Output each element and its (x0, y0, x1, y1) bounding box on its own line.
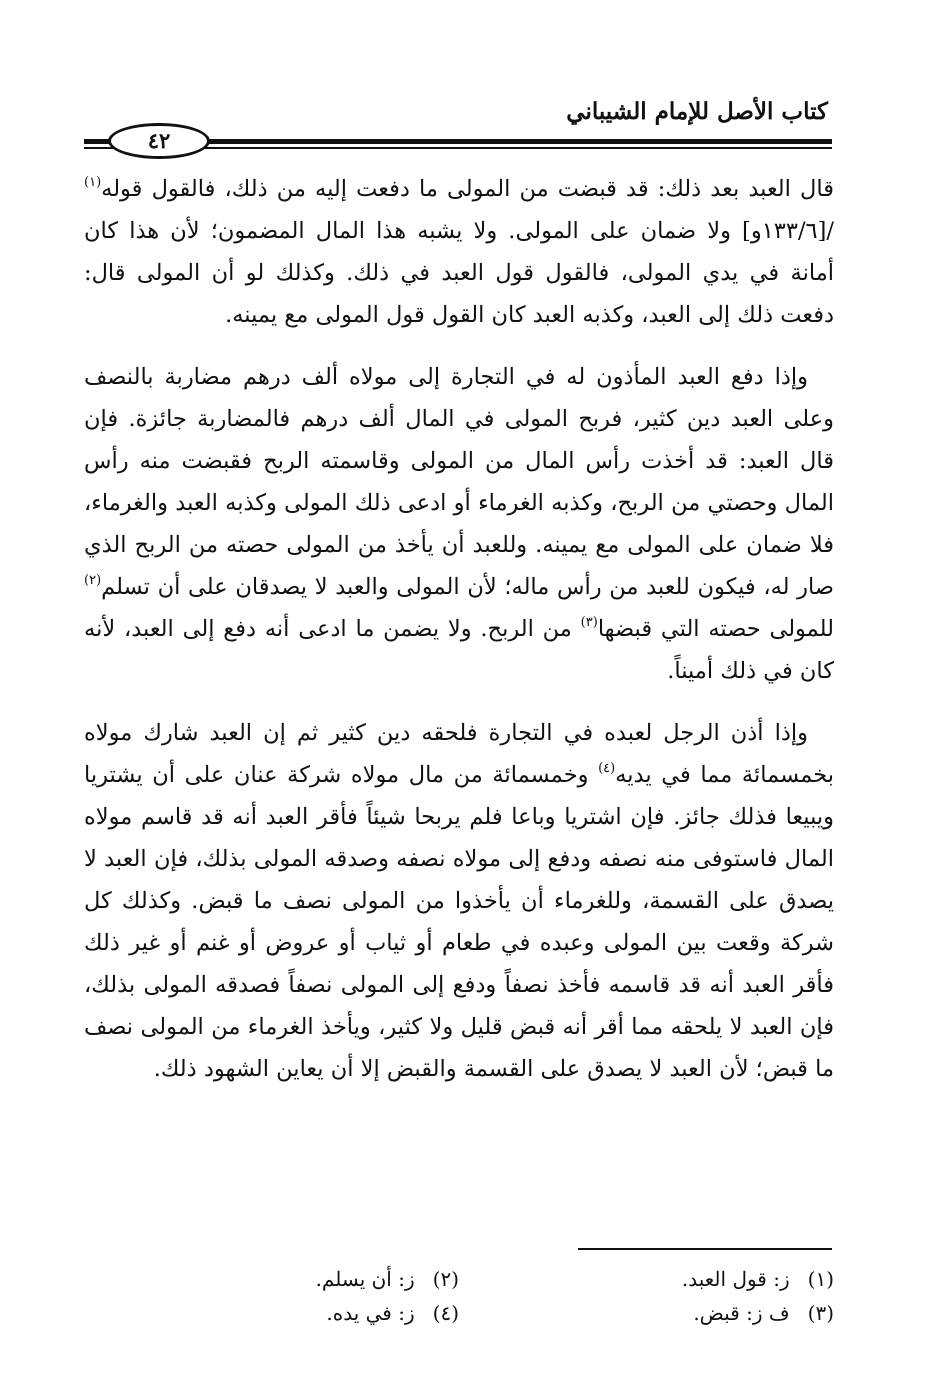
footnote-separator (578, 1248, 832, 1250)
paragraph-1-part-1: قال العبد بعد ذلك: قد قبضت من المولى ما دفعت إليه من ذلك، فالقول قوله (101, 176, 834, 202)
paragraph-3-part-2: وخمسمائة من مال مولاه شركة عنان على أن يشتريا ويبيعا فذلك جائز. فإن اشتريا وباعا فلم يربحا شيئاً فأقر العبد أنه قد قاسم مولاه المال فاستوفى منه نصفه ودفع إلى مولاه نصفه وصدقه المولى بذلك، فإن العبد لا يصدق على القسمة، وللغرماء أن يأخذوا من المولى نصف ما قبض. وكذلك كل شركة وقعت بين المولى وعبده في طعام أو ثياب أو عروض أو غنم أو غير ذلك فأقر العبد أنه قد قاسمه فأخذ نصفاً ودفع إلى المولى نصفاً فصدقه المولى بذلك، فإن العبد لا يلحقه مما أقر أنه قبض قليل ولا كثير، ويأخذ الغرماء من المولى نصف ما قبض؛ لأن العبد لا يصدق على القسمة والقبض إلا أن يعاين الشهود ذلك. (84, 762, 834, 1082)
paragraph-2-part-1: وإذا دفع العبد المأذون له في التجارة إلى مولاه ألف درهم مضاربة بالنصف وعلى العبد دين كثير، فربح المولى في المال ألف درهم فالمضاربة جائزة. فإن قال العبد: قد أخذت رأس المال من المولى وقاسمته الربح فقبضت منه رأس المال وحصتي من الربح، وكذبه الغرماء أو ادعى ذلك المولى وكذبه العبد والغرماء، فلا ضمان على المولى مع يمينه. وللعبد أن يأخذ من المولى حصته من الربح الذي صار له، فيكون للعبد من رأس ماله؛ لأن المولى والعبد لا يصدقان على أن تسلم (84, 364, 834, 600)
footnote-1-text: ز: قول العبد. (681, 1267, 790, 1291)
footnotes (84, 1262, 834, 1330)
footnote-4-text: ز: في يده. (326, 1301, 415, 1325)
page-number: ٤٢ (108, 123, 210, 159)
footnote-3-number: (٣) (807, 1301, 834, 1325)
footnote-2 (84, 1262, 459, 1296)
page-header (84, 92, 832, 162)
footnote-ref-1: (١) (84, 175, 102, 190)
footnote-1 (459, 1262, 834, 1296)
paragraph-1-part-2: /[١٣٣/٦و] ولا ضمان على المولى. ولا يشبه هذا المال المضمون؛ لأن هذا كان أمانة في يدي المولى، فالقول قول العبد في ذلك. وكذلك لو أن المولى قال: دفعت ذلك إلى العبد، وكذبه العبد كان القول قول المولى مع يمينه. (84, 218, 834, 328)
paragraph-3-part-1: وإذا أذن الرجل لعبده في التجارة فلحقه دين كثير ثم إن العبد شارك مولاه بخمسمائة مما في يديه (84, 720, 834, 788)
footnote-ref-3: (٣) (580, 615, 598, 630)
footnote-row-2 (84, 1296, 834, 1330)
footnote-4-number: (٤) (432, 1301, 459, 1325)
footnote-3 (459, 1296, 834, 1330)
main-text (84, 168, 834, 1090)
footnote-ref-4: (٤) (598, 761, 616, 776)
paragraph-2-part-3: من الربح. ولا يضمن ما ادعى أنه دفع إلى العبد، لأنه كان في ذلك أميناً. (84, 616, 834, 684)
paragraph-1 (84, 168, 834, 336)
paragraph-2-part-2: للمولى حصته التي قبضها (597, 616, 834, 642)
footnote-2-text: ز: أن يسلم. (315, 1267, 415, 1291)
footnote-2-number: (٢) (432, 1267, 459, 1291)
footnote-3-text: ف ز: قبض. (693, 1301, 790, 1325)
book-title: كتاب الأصل للإمام الشيباني (566, 98, 828, 125)
footnote-4 (84, 1296, 459, 1330)
footnote-row-1 (84, 1262, 834, 1296)
paragraph-2 (84, 356, 834, 692)
footnote-ref-2: (٢) (84, 573, 102, 588)
paragraph-3 (84, 712, 834, 1090)
footnote-1-number: (١) (807, 1267, 834, 1291)
